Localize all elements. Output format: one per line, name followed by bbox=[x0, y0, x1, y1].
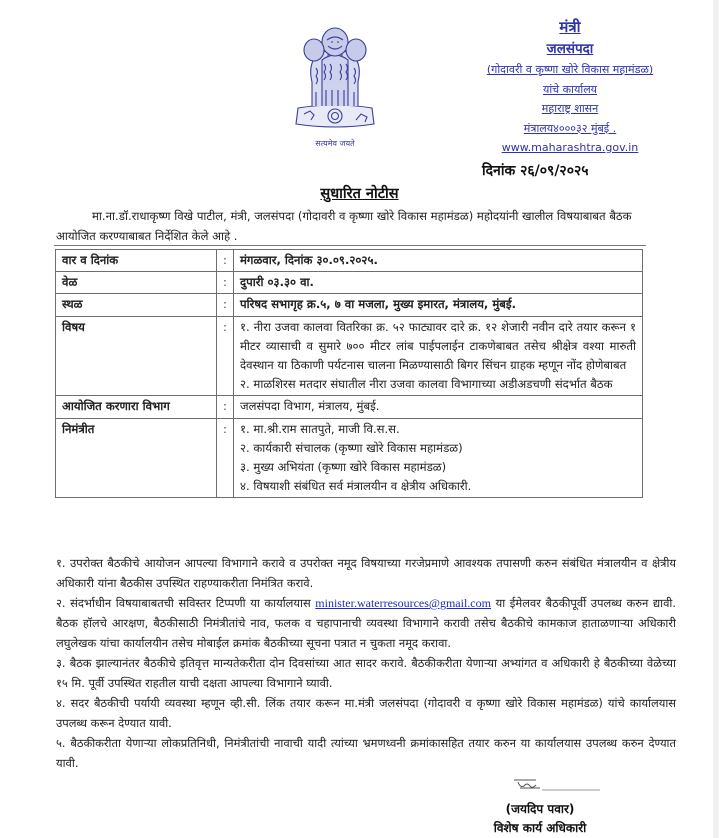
row-label: निमंत्रीत bbox=[56, 418, 217, 498]
letter-date: दिनांक २६/०९/२०२५ bbox=[482, 163, 589, 179]
emblem-motto: सत्यमेव जयते bbox=[315, 139, 355, 148]
row-separator: : bbox=[217, 418, 234, 498]
row-label: वेळ bbox=[56, 272, 217, 294]
signatory-name: (जयदिप पवार) bbox=[505, 802, 575, 816]
table-row-invitees bbox=[56, 418, 643, 498]
notice-title: सुधारित नोटीस bbox=[320, 186, 399, 202]
instruction-item: ३. बैठक झाल्यानंतर बैठकीचे इतिवृत्त मान्यतेकरीता दोन दिवसांच्या आत सादर करावे. बैठकीकरीता येणाऱ्या अभ्यांगत व अधिकारी हे बैठकीच्या वेळेच्या १५ मि. पूर्वी उपस्थित राहतील याची दक्षता आपल्या विभागाने घ्यावी. bbox=[56, 656, 676, 690]
signature bbox=[488, 776, 608, 794]
letterhead-department: जलसंपदा bbox=[546, 41, 594, 57]
instruction-item: १. उपरोक्त बैठकीचे आयोजन आपल्या विभागाने करावे व उपरोक्त नमूद विषयाच्या गरजेप्रमाणे आवश्यक तपासणी करुन संबंधित मंत्रालयीन व क्षेत्रीय अधिकारी यांना बैठकीस उपस्थित राहण्याकरीता निमंत्रित करावे. bbox=[56, 556, 676, 590]
state-emblem-icon bbox=[282, 20, 388, 138]
state-emblem bbox=[282, 20, 388, 150]
subject-item: २. माळशिरस मतदार संघातील नीरा उजवा कालवा विभागाच्या अडीअडचणी संदर्भात बैठक bbox=[240, 377, 613, 392]
meeting-details-table bbox=[55, 249, 643, 498]
email-link[interactable]: minister.waterresources@gmail.com bbox=[315, 596, 491, 610]
instruction-item: ४. सदर बैठकीची पर्यायी व्यवस्था म्हणून व्ही.सी. लिंक तयार करून मा.मंत्री जलसंपदा (गोदावरी व कृष्णा खोरे विकास महामंडळ) यांचे कार्यालयास उपलब्ध करून देण्यात यावी. bbox=[56, 696, 676, 730]
letterhead-corporation: (गोदावरी व कृष्णा खोरे विकास महामंडळ) bbox=[486, 63, 654, 76]
row-value: परिषद सभागृह क्र.५, ७ वा मजला, मुख्य इमारत, मंत्रालय, मुंबई. bbox=[234, 294, 643, 316]
divider bbox=[54, 245, 646, 246]
row-label: विषय bbox=[56, 316, 217, 396]
notice-intro: मा.ना.डॉ.राधाकृष्ण विखे पाटील, मंत्री, जलसंपदा (गोदावरी व कृष्णा खोरे विकास महामंडळ) महोदयांनी खालील विषयाबाबत बैठक आयोजित करण्याबाबत निर्देशित केले आहे . bbox=[56, 209, 632, 243]
letterhead-minister: मंत्री bbox=[559, 18, 581, 36]
signatory-block bbox=[455, 800, 625, 838]
table-row-subject bbox=[56, 316, 643, 396]
instruction-item bbox=[56, 593, 676, 653]
instruction-text: २. संदर्भाधीन विषयाबाबतची सविस्तर टिप्पणी या कार्यालयास bbox=[56, 596, 316, 610]
row-separator: : bbox=[217, 294, 234, 316]
instructions-list bbox=[56, 553, 676, 773]
invitee-item: ४. विषयाशी संबंधित सर्व मंत्रालयीन व क्षेत्रीय अधिकारी. bbox=[240, 479, 472, 494]
instruction-item: ५. बैठकीकरीता येणाऱ्या लोकप्रतिनिधी, निमंत्रीतांची नावाची यादी त्यांच्या भ्रमणध्वनी क्रमांकासहित तयार करुन या कार्यालयास उपलब्ध करुन देण्यात यावी. bbox=[56, 736, 676, 770]
letterhead bbox=[455, 14, 685, 158]
row-separator: : bbox=[217, 396, 234, 418]
subject-item: १. नीरा उजवा कालवा वितरिका क्र. ५२ फाट्यावर दारे क्र. १२ शेजारी नवीन दारे तयार करून १ मीटर व्यासाची व सुमारे ७०० मीटर लांब पाईपलाईन टाकणेबाबत तसेच श्रीक्षेत्र वश्या मारुती देवस्थान या ठिकाणी पर्यटनास चालना मिळण्यासाठी बिगर सिंचन ग्राहक म्हणून नोंद होणेबाबत bbox=[240, 319, 636, 373]
row-separator: : bbox=[217, 316, 234, 396]
row-separator: : bbox=[217, 272, 234, 294]
invitee-item: १. मा.श्री.राम सातपुते, माजी वि.स.स. bbox=[240, 421, 400, 436]
table-row-time bbox=[56, 272, 643, 294]
invitee-item: २. कार्यकारी संचालक (कृष्णा खोरे विकास महामंडळ) bbox=[240, 440, 463, 455]
letterhead-office: यांचे कार्यालय bbox=[542, 82, 598, 96]
row-value bbox=[234, 316, 643, 396]
letterhead-government: महाराष्ट्र शासन bbox=[541, 102, 599, 115]
handwritten-signature-icon bbox=[488, 776, 608, 794]
table-row-date bbox=[56, 250, 643, 272]
row-label: आयोजित करणारा विभाग bbox=[56, 396, 217, 418]
instruction-text: या ईमेलवर बैठकीपूर्वी उपलब्ध करुन द्यावी. बैठक हॉलचे आरक्षण, बैठकीसाठी निमंत्रीतांचे नाव, फलक व चहापानाची व्यवस्था विभागाने करावी तसेच बैठकीचे कामकाज हाताळणाऱ्या अधिकारी लघुलेखक यांचा कार्यालयीन तसेच मोबाईल क्रमांक बैठकीच्या सूचना पत्रात न चुकता नमूद करावा. bbox=[56, 596, 676, 650]
row-separator: : bbox=[217, 250, 234, 272]
row-value: मंगळवार, दिनांक ३०.०९.२०२५. bbox=[234, 250, 643, 272]
row-value bbox=[234, 418, 643, 498]
table-row-venue bbox=[56, 294, 643, 316]
row-label: स्थळ bbox=[56, 294, 217, 316]
row-value: जलसंपदा विभाग, मंत्रालय, मुंबई. bbox=[234, 396, 643, 418]
invitee-item: ३. मुख्य अभियंता (कृष्णा खोरे विकास महामंडळ) bbox=[240, 460, 447, 475]
row-label: वार व दिनांक bbox=[56, 250, 217, 272]
website-link[interactable]: www.maharashtra.gov.in bbox=[501, 141, 639, 154]
table-row-organizer bbox=[56, 396, 643, 418]
signatory-designation: विशेष कार्य अधिकारी bbox=[493, 821, 587, 835]
letterhead-address: मंत्रालय४०००३२ मुंबई . bbox=[523, 121, 617, 135]
row-value: दुपारी ०३.३० वा. bbox=[234, 272, 643, 294]
